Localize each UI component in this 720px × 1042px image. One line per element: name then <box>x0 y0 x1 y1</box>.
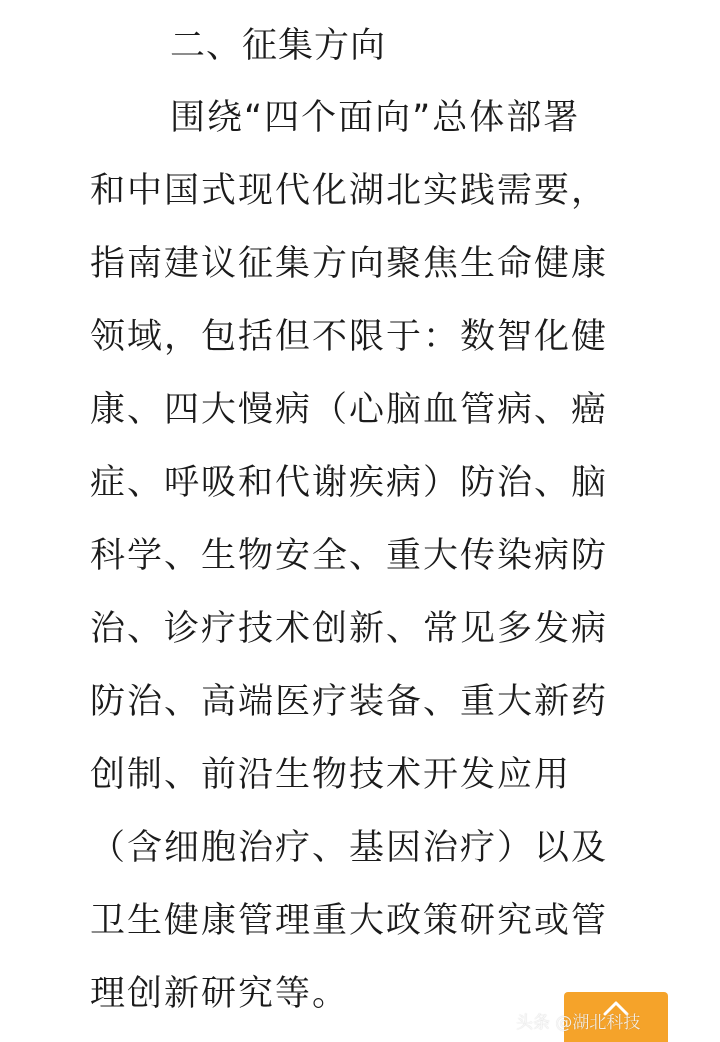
paragraph-line: 治、诊疗技术创新、常见多发病 <box>90 609 609 649</box>
paragraph-line: 症、呼吸和代谢疾病）防治、脑 <box>90 463 609 503</box>
paragraph-line: 防治、高端医疗装备、重大新药 <box>90 682 609 722</box>
paragraph-line: 和中国式现代化湖北实践需要， <box>90 171 609 211</box>
watermark: 头条 @湖北科技 <box>516 1013 641 1033</box>
paragraph-line: 领域，包括但不限于：数智化健 <box>90 317 609 357</box>
paragraph-line: 指南建议征集方向聚焦生命健康 <box>90 244 609 284</box>
paragraph-line: 卫生健康管理重大政策研究或管 <box>90 901 609 941</box>
paragraph-line: （含细胞治疗、基因治疗）以及 <box>90 828 609 868</box>
section-heading: 二、征集方向 <box>170 26 387 66</box>
paragraph-line: 创制、前沿生物技术开发应用 <box>90 755 572 795</box>
paragraph-line: 围绕“四个面向”总体部署 <box>170 98 581 138</box>
paragraph-line: 理创新研究等。 <box>90 974 350 1014</box>
paragraph-line: 科学、生物安全、重大传染病防 <box>90 536 609 576</box>
paragraph-line: 康、四大慢病（心脑血管病、癌 <box>90 390 609 430</box>
